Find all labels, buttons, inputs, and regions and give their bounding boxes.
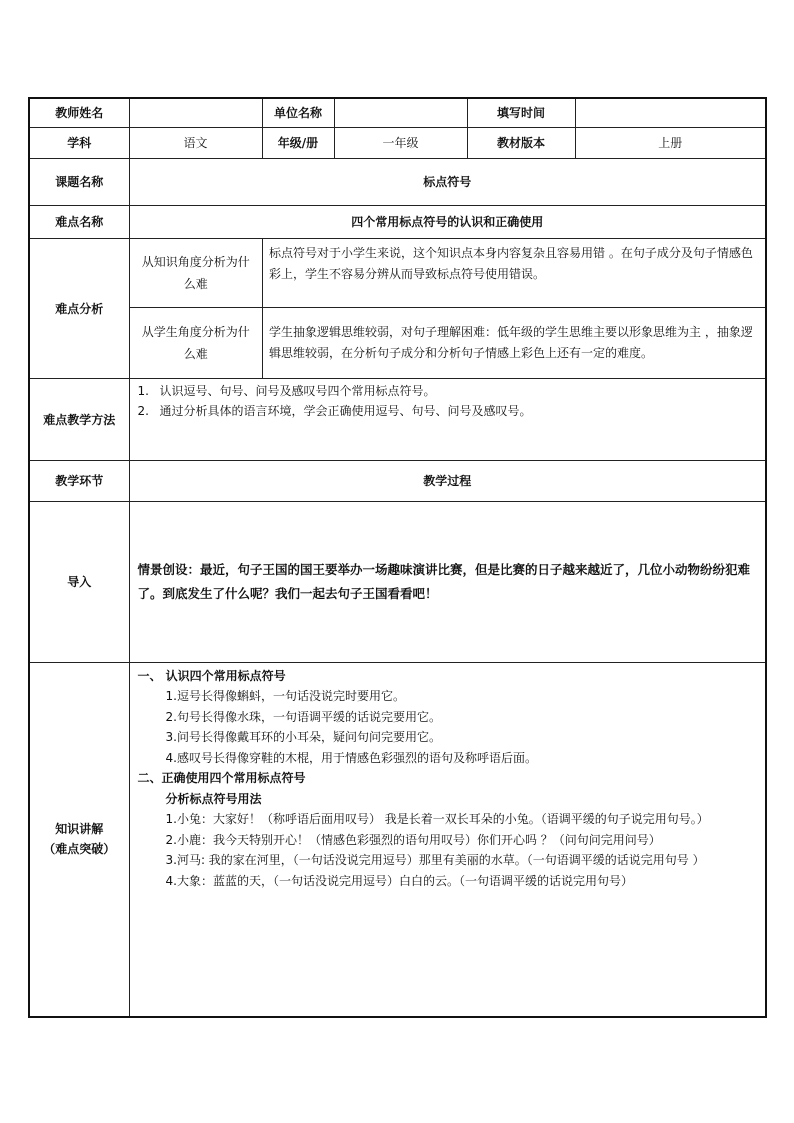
process-label: 教学过程 xyxy=(129,460,766,501)
edition-label: 教材版本 xyxy=(467,127,575,158)
list-item: 3.问号长得像戴耳环的小耳朵，疑问句问完要用它。 xyxy=(165,730,441,744)
analysis-inner-table xyxy=(130,239,766,378)
difficulty-value: 四个常用标点符号的认识和正确使用 xyxy=(129,205,766,238)
date-value xyxy=(575,98,766,127)
list-item: 1.小兔：大家好！（称呼语后面用叹号） 我是长着一双长耳朵的小兔。（语调平缓的句子说完用句号。） xyxy=(165,812,709,826)
header-row-2 xyxy=(29,127,766,158)
sub-heading: 分析标点符号用法 xyxy=(165,791,262,806)
knowledge-row xyxy=(29,662,766,1017)
subject-value: 语文 xyxy=(129,127,262,158)
header-row-1 xyxy=(29,98,766,127)
section-heading-1: 一、 认识四个常用标点符号 xyxy=(137,668,286,683)
list-item: 1.逗号长得像蝌蚪，一句话没说完时要用它。 xyxy=(165,689,405,703)
student-angle-label: 从学生角度分析为什么难 xyxy=(130,308,263,378)
intro-row xyxy=(29,501,766,662)
grade-label: 年级/册 xyxy=(262,127,334,158)
topic-label: 课题名称 xyxy=(29,158,129,205)
knowledge-content xyxy=(130,663,766,895)
difficulty-row xyxy=(29,205,766,238)
analysis-label: 难点分析 xyxy=(29,238,129,378)
knowledge-angle-label: 从知识角度分析为什么难 xyxy=(141,254,250,291)
method-list xyxy=(130,379,766,421)
lesson-plan-sheet xyxy=(28,97,765,1018)
method-label: 难点教学方法 xyxy=(29,378,129,460)
topic-row xyxy=(29,158,766,205)
process-header-row xyxy=(29,460,766,501)
knowledge-angle-text: 标点符号对于小学生来说，这个知识点本身内容复杂且容易用错 。在句子成分及句子情感色彩上，学生不容易分辨从而导致标点符号使用错误。 xyxy=(269,245,753,281)
difficulty-label: 难点名称 xyxy=(29,205,129,238)
knowledge-label: 知识讲解 （难点突破） xyxy=(29,662,129,1017)
method-row xyxy=(29,378,766,460)
teacher-value xyxy=(129,98,262,127)
student-angle-text: 学生抽象逻辑思维较弱，对句子理解困难：低年级的学生思维主要以形象思维为主 ，抽象逻辑思维较弱，在分析句子成分和分析句子情感上彩色上还有一定的难度。 xyxy=(269,324,753,360)
unit-label: 单位名称 xyxy=(262,98,334,127)
method-item: 2. 通过分析具体的语言环境，学会正确使用逗号、句号、问号及感叹号。 xyxy=(137,403,532,418)
subject-label: 学科 xyxy=(29,127,129,158)
analysis-row xyxy=(29,238,766,378)
section-heading-2: 二、正确使用四个常用标点符号 xyxy=(137,771,306,785)
method-item: 1. 认识逗号、句号、问号及感叹号四个常用标点符号。 xyxy=(137,383,436,398)
list-item: 4.感叹号长得像穿鞋的木棍，用于情感色彩强烈的语句及称呼语后面。 xyxy=(165,750,537,765)
intro-text: 情景创设：最近，句子王国的国王要举办一场趣味演讲比赛，但是比赛的日子越来越近了，几位小动物纷纷犯难了。到底发生了什么呢？我们一起去句子王国看看吧！ xyxy=(137,561,751,601)
list-item: 4.大象：蓝蓝的天，（一句话没说完用逗号）白白的云。（一句语调平缓的话说完用句号） xyxy=(165,873,633,888)
teacher-label: 教师姓名 xyxy=(29,98,129,127)
edition-value: 上册 xyxy=(575,127,766,158)
intro-label: 导入 xyxy=(29,501,129,662)
grade-value: 一年级 xyxy=(334,127,467,158)
process-stage-label: 教学环节 xyxy=(29,460,129,501)
date-label: 填写时间 xyxy=(467,98,575,127)
list-item: 2.小鹿：我今天特别开心！（情感色彩强烈的语句用叹号）你们开心吗 ？（问句问完用问号） xyxy=(165,832,661,847)
list-item: 3.河马: 我的家在河里，（一句话没说完用逗号）那里有美丽的水草。（一句语调平缓的话说完用句号 ） xyxy=(165,853,705,867)
unit-value xyxy=(334,98,467,127)
lesson-plan-table xyxy=(28,97,767,1018)
topic-value: 标点符号 xyxy=(129,158,766,205)
list-item: 2.句号长得像水珠，一句语调平缓的话说完要用它。 xyxy=(165,709,441,724)
